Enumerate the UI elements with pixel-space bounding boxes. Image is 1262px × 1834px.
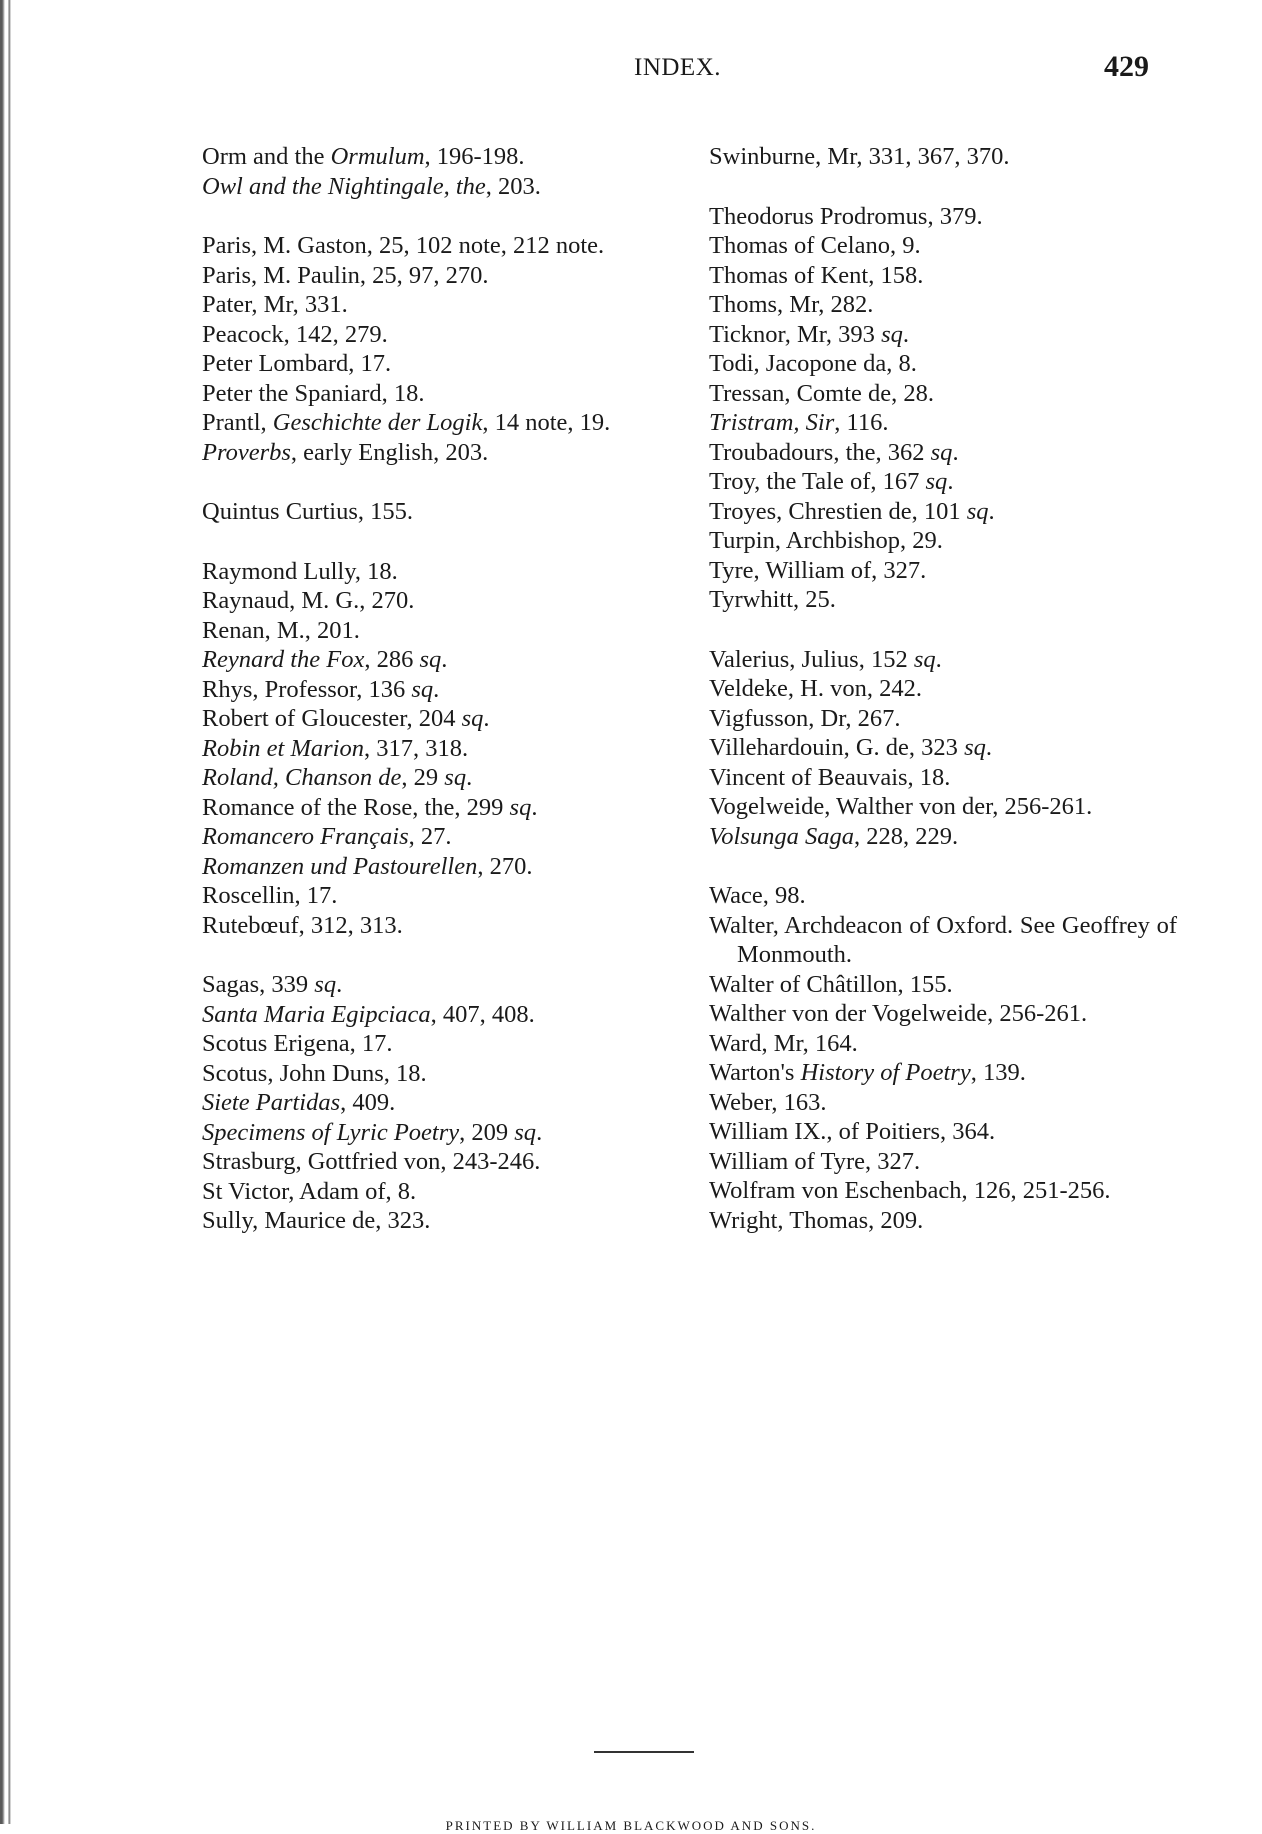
index-entry-segment: Troubadours, the, 362 (709, 438, 931, 466)
index-entry (709, 1147, 1177, 1177)
index-entry (202, 822, 680, 852)
index-entry-segment: Vigfusson, Dr, 267. (709, 704, 901, 732)
index-entry-italic-segment: sq (314, 971, 337, 998)
index-entry-segment: Thomas of Celano, 9. (709, 232, 921, 259)
index-entry-segment: Troyes, Chrestien de, 101 (709, 497, 967, 525)
index-entry (709, 1176, 1177, 1206)
index-entry (709, 585, 1177, 615)
index-entry (202, 379, 680, 409)
index-entry (709, 645, 1177, 675)
index-entry-segment: Ward, Mr, 164. (709, 1029, 858, 1057)
index-entry (709, 202, 1177, 232)
index-entry-segment: Roscellin, 17. (202, 882, 338, 909)
index-entry-segment: , 286 (364, 646, 420, 673)
index-entry-segment: Walter of Châtillon, 155. (709, 970, 953, 998)
index-entry (709, 1206, 1177, 1236)
index-entry-segment: Swinburne, Mr, 331, 367, 370. (709, 143, 1010, 170)
index-entry-italic-segment: sq (913, 645, 936, 673)
index-entry (709, 497, 1177, 527)
index-entry (202, 1118, 680, 1148)
index-entry-italic-segment: Ormulum (330, 143, 425, 170)
index-entry-segment: . (336, 971, 343, 998)
index-entry (709, 970, 1177, 1000)
index-entry (709, 881, 1177, 911)
index-entry (202, 852, 680, 882)
index-entry-segment: Sagas, 339 (202, 971, 315, 998)
index-entry (709, 526, 1177, 556)
index-entry-italic-segment: sq (964, 734, 986, 761)
index-entry (202, 704, 680, 734)
page-header (0, 50, 1262, 94)
index-entry-italic-segment: Reynard the Fox (202, 646, 365, 673)
index-entry-segment: Raymond Lully, 18. (202, 557, 398, 585)
index-entry (202, 261, 680, 291)
index-entry-segment: Thoms, Mr, 282. (709, 291, 874, 318)
index-entry-segment: Valerius, Julius, 152 (709, 645, 914, 673)
index-entry-segment: . (947, 468, 954, 495)
index-entry-italic-segment: sq (509, 793, 532, 821)
index-entry-italic-segment: sq (514, 1118, 537, 1146)
index-letter-group (709, 142, 1177, 172)
index-entry (709, 349, 1177, 379)
index-entry-segment: , 29 (401, 764, 445, 791)
index-entry-segment: . (952, 438, 959, 466)
index-entry-segment: . (536, 1118, 543, 1146)
index-entry-segment: Rhys, Professor, 136 (202, 675, 412, 703)
index-entry (202, 1000, 680, 1030)
index-entry (709, 792, 1177, 822)
index-entry (709, 674, 1177, 704)
index-entry-italic-segment: Proverbs (202, 438, 291, 466)
index-entry-segment: William IX., of Poitiers, 364. (709, 1118, 996, 1145)
index-entry-italic-segment: History of Poetry (800, 1059, 971, 1086)
index-entry (202, 290, 680, 320)
index-entry-segment: Tressan, Comte de, 28. (709, 379, 935, 407)
index-entry-segment: Wright, Thomas, 209. (709, 1206, 924, 1234)
index-entry (202, 763, 680, 793)
page-binding-edge (0, 0, 12, 1824)
index-entry (709, 556, 1177, 586)
index-entry-segment: Rutebœuf, 312, 313. (202, 911, 403, 939)
index-entry (202, 911, 680, 941)
index-entry-italic-segment: Siete Partidas (202, 1089, 341, 1116)
index-entry-segment: Robert of Gloucester, 204 (202, 705, 462, 732)
index-entry (202, 1206, 680, 1236)
index-entry-segment: Renan, M., 201. (202, 616, 360, 644)
index-entry (202, 557, 680, 587)
index-entry (202, 497, 680, 527)
index-letter-group (202, 231, 680, 467)
index-entry-segment: Vincent of Beauvais, 18. (709, 763, 951, 791)
index-entry-segment: Paris, M. Paulin, 25, 97, 270. (202, 261, 489, 289)
index-entry-segment: Sully, Maurice de, 323. (202, 1207, 431, 1234)
index-entry-segment: Peter Lombard, 17. (202, 350, 392, 377)
index-entry-italic-segment: Romanzen und Pastourellen (202, 852, 478, 880)
index-entry-segment: , 228, 229. (853, 822, 959, 850)
index-entry-segment: William of Tyre, 327. (709, 1147, 921, 1175)
index-letter-group (709, 881, 1177, 1235)
index-entry (202, 231, 680, 261)
index-entry-segment: Vogelweide, Walther von der, 256-261. (709, 793, 1093, 820)
index-entry (202, 142, 680, 172)
index-entry-italic-segment: sq (461, 705, 484, 732)
index-entry (202, 320, 680, 350)
index-entry-segment: Prantl, (202, 409, 273, 436)
index-entry (202, 1147, 680, 1177)
index-entry (202, 970, 680, 1000)
index-entry-segment: Peacock, 142, 279. (202, 320, 388, 348)
index-letter-group (202, 142, 680, 201)
index-letter-group (202, 557, 680, 941)
index-entry-segment: . (466, 764, 473, 791)
index-entry-segment: Turpin, Archbishop, 29. (709, 527, 943, 554)
index-entry-segment: , 409. (340, 1089, 396, 1116)
index-entry (202, 438, 680, 468)
index-entry (709, 438, 1177, 468)
index-entry (709, 1058, 1177, 1088)
index-entry-segment: . (902, 320, 909, 348)
index-entry-italic-segment: Geschichte der Logik (272, 409, 483, 436)
index-entry-segment: Walther von der Vogelweide, 256-261. (709, 1000, 1088, 1027)
index-entry-segment: , 27. (408, 823, 452, 850)
index-entry-segment: Pater, Mr, 331. (202, 291, 348, 318)
index-entry (709, 231, 1177, 261)
index-entry-italic-segment: sq (419, 646, 442, 673)
printer-imprint: PRINTED BY WILLIAM BLACKWOOD AND SONS. (445, 1818, 817, 1833)
index-entry-segment: Wace, 98. (709, 882, 806, 909)
index-entry-segment: , 14 note, 19. (482, 409, 611, 436)
index-entry-segment: Ticknor, Mr, 393 (709, 320, 882, 348)
index-entry (202, 586, 680, 616)
index-entry-segment: Peter the Spaniard, 18. (202, 379, 425, 407)
index-entry (202, 349, 680, 379)
index-entry-segment: . (441, 646, 448, 673)
index-entry (709, 290, 1177, 320)
index-entry-segment: . (483, 705, 490, 732)
index-entry (709, 261, 1177, 291)
index-entry-segment: . (531, 793, 538, 821)
index-entry-segment: Scotus, John Duns, 18. (202, 1059, 427, 1087)
index-entry-italic-segment: sq (411, 675, 434, 703)
index-letter-group (709, 202, 1177, 615)
index-entry-segment: , 317, 318. (363, 734, 469, 762)
index-entry-segment: , 196-198. (424, 143, 525, 170)
closing-rule (594, 1751, 694, 1753)
index-entry (709, 822, 1177, 852)
index-entry (202, 675, 680, 705)
index-entry-segment: , 203. (485, 172, 541, 200)
index-letter-group (709, 645, 1177, 852)
index-entry (709, 999, 1177, 1029)
index-entry-italic-segment: Volsunga Saga (709, 822, 854, 850)
index-entry-segment: Weber, 163. (709, 1088, 827, 1116)
page-title: INDEX. (634, 54, 722, 81)
index-entry-segment: . (935, 645, 942, 673)
index-entry (202, 172, 680, 202)
index-entry (202, 616, 680, 646)
index-letter-group (202, 497, 680, 527)
index-entry-italic-segment: Santa Maria Egipciaca (202, 1000, 431, 1028)
index-entry-segment: Romance of the Rose, the, 299 (202, 793, 510, 821)
index-entry (709, 142, 1177, 172)
index-entry (202, 408, 680, 438)
index-entry (202, 1059, 680, 1089)
index-entry-segment: , 139. (970, 1059, 1026, 1086)
index-entry-italic-segment: sq (444, 764, 467, 791)
index-entry-segment: Theodorus Prodromus, 379. (709, 202, 983, 230)
index-entry (709, 408, 1177, 438)
index-entry-segment: Veldeke, H. von, 242. (709, 675, 922, 702)
index-entry-segment: , 116. (834, 409, 889, 436)
index-entry-italic-segment: Robin et Marion (202, 734, 364, 762)
index-entry-segment: Troy, the Tale of, 167 (709, 468, 926, 495)
index-entry (709, 1117, 1177, 1147)
index-entry-segment: Scotus Erigena, 17. (202, 1030, 393, 1057)
index-entry-italic-segment: sq (930, 438, 953, 466)
index-column-left (202, 142, 680, 1266)
index-entry-segment: . (985, 734, 992, 761)
index-entry-segment: Warton's (709, 1059, 801, 1086)
index-entry (202, 645, 680, 675)
index-entry (709, 467, 1177, 497)
index-entry-segment: Strasburg, Gottfried von, 243-246. (202, 1148, 541, 1175)
index-entry-segment: , early English, 203. (290, 438, 489, 466)
index-entry-segment: Paris, M. Gaston, 25, 102 note, 212 note. (202, 232, 605, 259)
index-entry (202, 734, 680, 764)
index-entry-segment: Villehardouin, G. de, 323 (709, 734, 965, 761)
index-entry (202, 1088, 680, 1118)
index-entry-segment: . (433, 675, 440, 703)
index-column-right (709, 142, 1177, 1265)
index-entry-segment: Orm and the (202, 143, 331, 170)
index-entry (709, 704, 1177, 734)
index-entry (709, 1029, 1177, 1059)
index-entry (709, 1088, 1177, 1118)
index-entry (202, 1029, 680, 1059)
index-entry-segment: Thomas of Kent, 158. (709, 261, 924, 289)
index-entry-segment: , 209 (459, 1118, 515, 1146)
index-entry-segment: Tyre, William of, 327. (709, 556, 927, 584)
index-entry-segment: . (988, 497, 995, 525)
index-entry-segment: Todi, Jacopone da, 8. (709, 350, 917, 377)
index-entry (202, 793, 680, 823)
page-number: 429 (1104, 50, 1149, 83)
index-entry-italic-segment: sq (966, 497, 989, 525)
index-entry-segment: St Victor, Adam of, 8. (202, 1177, 417, 1205)
index-letter-group (202, 970, 680, 1236)
index-entry (709, 733, 1177, 763)
index-entry-italic-segment: sq (881, 320, 903, 348)
index-entry-italic-segment: sq (925, 468, 948, 495)
index-entry (202, 1177, 680, 1207)
index-entry (709, 911, 1177, 970)
index-entry-segment: Tyrwhitt, 25. (709, 586, 836, 613)
index-entry-segment: Quintus Curtius, 155. (202, 498, 413, 525)
index-entry-italic-segment: Owl and the Nightingale, the (202, 172, 486, 200)
index-entry-italic-segment: Tristram, Sir (709, 409, 835, 436)
index-entry (709, 379, 1177, 409)
index-entry-italic-segment: Roland, Chanson de (202, 764, 402, 791)
index-entry-segment: Raynaud, M. G., 270. (202, 587, 415, 614)
index-entry (709, 320, 1177, 350)
index-entry-segment: Walter, Archdeacon of Oxford. See Geoffrey of Monmouth. (709, 911, 1177, 968)
index-entry-segment: , 407, 408. (430, 1000, 535, 1028)
index-entry (202, 881, 680, 911)
index-entry-segment: , 270. (477, 852, 533, 880)
index-entry-italic-segment: Romancero Français (202, 823, 409, 850)
index-entry-segment: Wolfram von Eschenbach, 126, 251-256. (709, 1177, 1111, 1204)
index-entry (709, 763, 1177, 793)
index-entry-italic-segment: Specimens of Lyric Poetry (202, 1118, 460, 1146)
